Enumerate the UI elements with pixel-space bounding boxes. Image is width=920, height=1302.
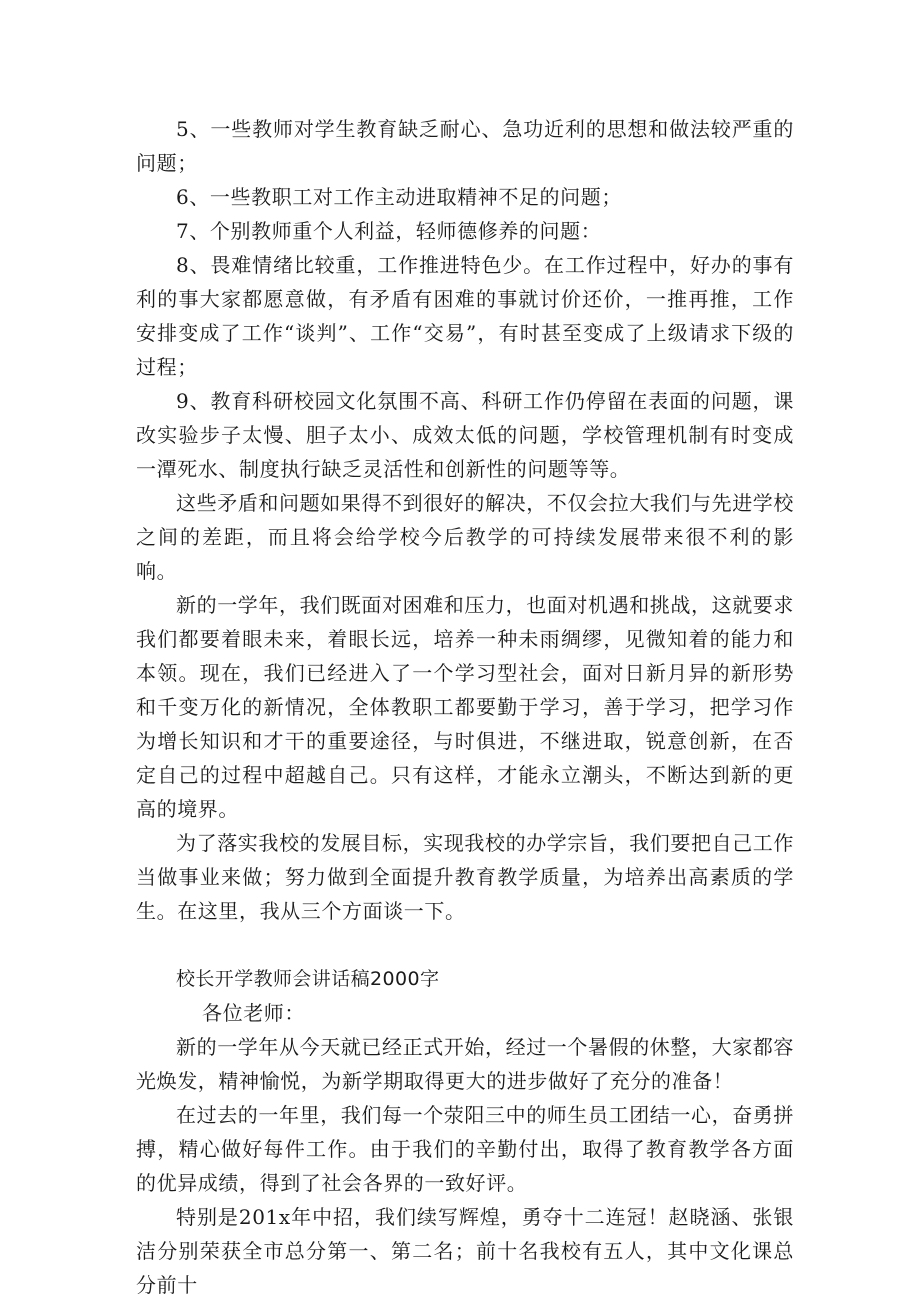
paragraph-achievements: 特别是201x年中招，我们续写辉煌，勇夺十二连冠！赵晓涵、张银洁分别荣获全市总分第一、第二名；前十名我校有五人，其中文化课总分前十 — [136, 1205, 794, 1297]
section-title: 校长开学教师会讲话稿2000字 — [176, 968, 440, 990]
paragraph-consequences: 这些矛盾和问题如果得不到很好的解决，不仅会拉大我们与先进学校之间的差距，而且将会给学校今后教学的可持续发展带来很不利的影响。 — [136, 491, 794, 583]
paragraph-goals: 为了落实我校的发展目标，实现我校的办学宗旨，我们要把自己工作当做事业来做；努力做到全面提升教育教学质量，为培养出高素质的学生。在这里，我从三个方面谈一下。 — [136, 831, 794, 923]
section-gap — [136, 928, 794, 962]
paragraph-item-9: 9、教育科研校园文化氛围不高、科研工作仍停留在表面的问题，课改实验步子太慢、胆子太小、成效太低的问题，学校管理机制有时变成一潭死水、制度执行缺乏灵活性和创新性的问题等等。 — [136, 389, 794, 481]
paragraph-opening: 新的一学年从今天就已经正式开始，经过一个暑假的休整，大家都容光焕发，精神愉悦，为新学期取得更大的进步做好了充分的准备！ — [136, 1035, 794, 1093]
document-body — [136, 112, 794, 1302]
paragraph-item-5: 5、一些教师对学生教育缺乏耐心、急功近利的思想和做法较严重的问题； — [136, 117, 794, 175]
salutation: 各位老师： — [202, 1001, 305, 1025]
paragraph-new-year: 新的一学年，我们既面对困难和压力，也面对机遇和挑战，这就要求我们都要着眼未来，着眼长远，培养一种未雨绸缪，见微知着的能力和本领。现在，我们已经进入了一个学习型社会，面对日新月异的新形势和千变万化的新情况，全体教职工都要勤于学习，善于学习，把学习作为增长知识和才干的重要途径，与时俱进，不继进取，锐意创新，在否定自己的过程中超越自己。只有这样，才能永立潮头，不断达到新的更高的境界。 — [136, 593, 794, 821]
paragraph-item-7: 7、个别教师重个人利益，轻师德修养的问题： — [176, 219, 602, 243]
paragraph-past-year: 在过去的一年里，我们每一个荥阳三中的师生员工团结一心，奋勇拼搏，精心做好每件工作。由于我们的辛勤付出，取得了教育教学各方面的优异成绩，得到了社会各界的一致好评。 — [136, 1103, 794, 1195]
paragraph-item-6: 6、一些教职工对工作主动进取精神不足的问题； — [176, 185, 622, 209]
paragraph-item-8: 8、畏难情绪比较重，工作推进特色少。在工作过程中，好办的事有利的事大家都愿意做，有矛盾有困难的事就讨价还价，一推再推，工作安排变成了工作“谈判”、工作“交易”，有时甚至变成了上级请求下级的过程； — [136, 253, 794, 379]
